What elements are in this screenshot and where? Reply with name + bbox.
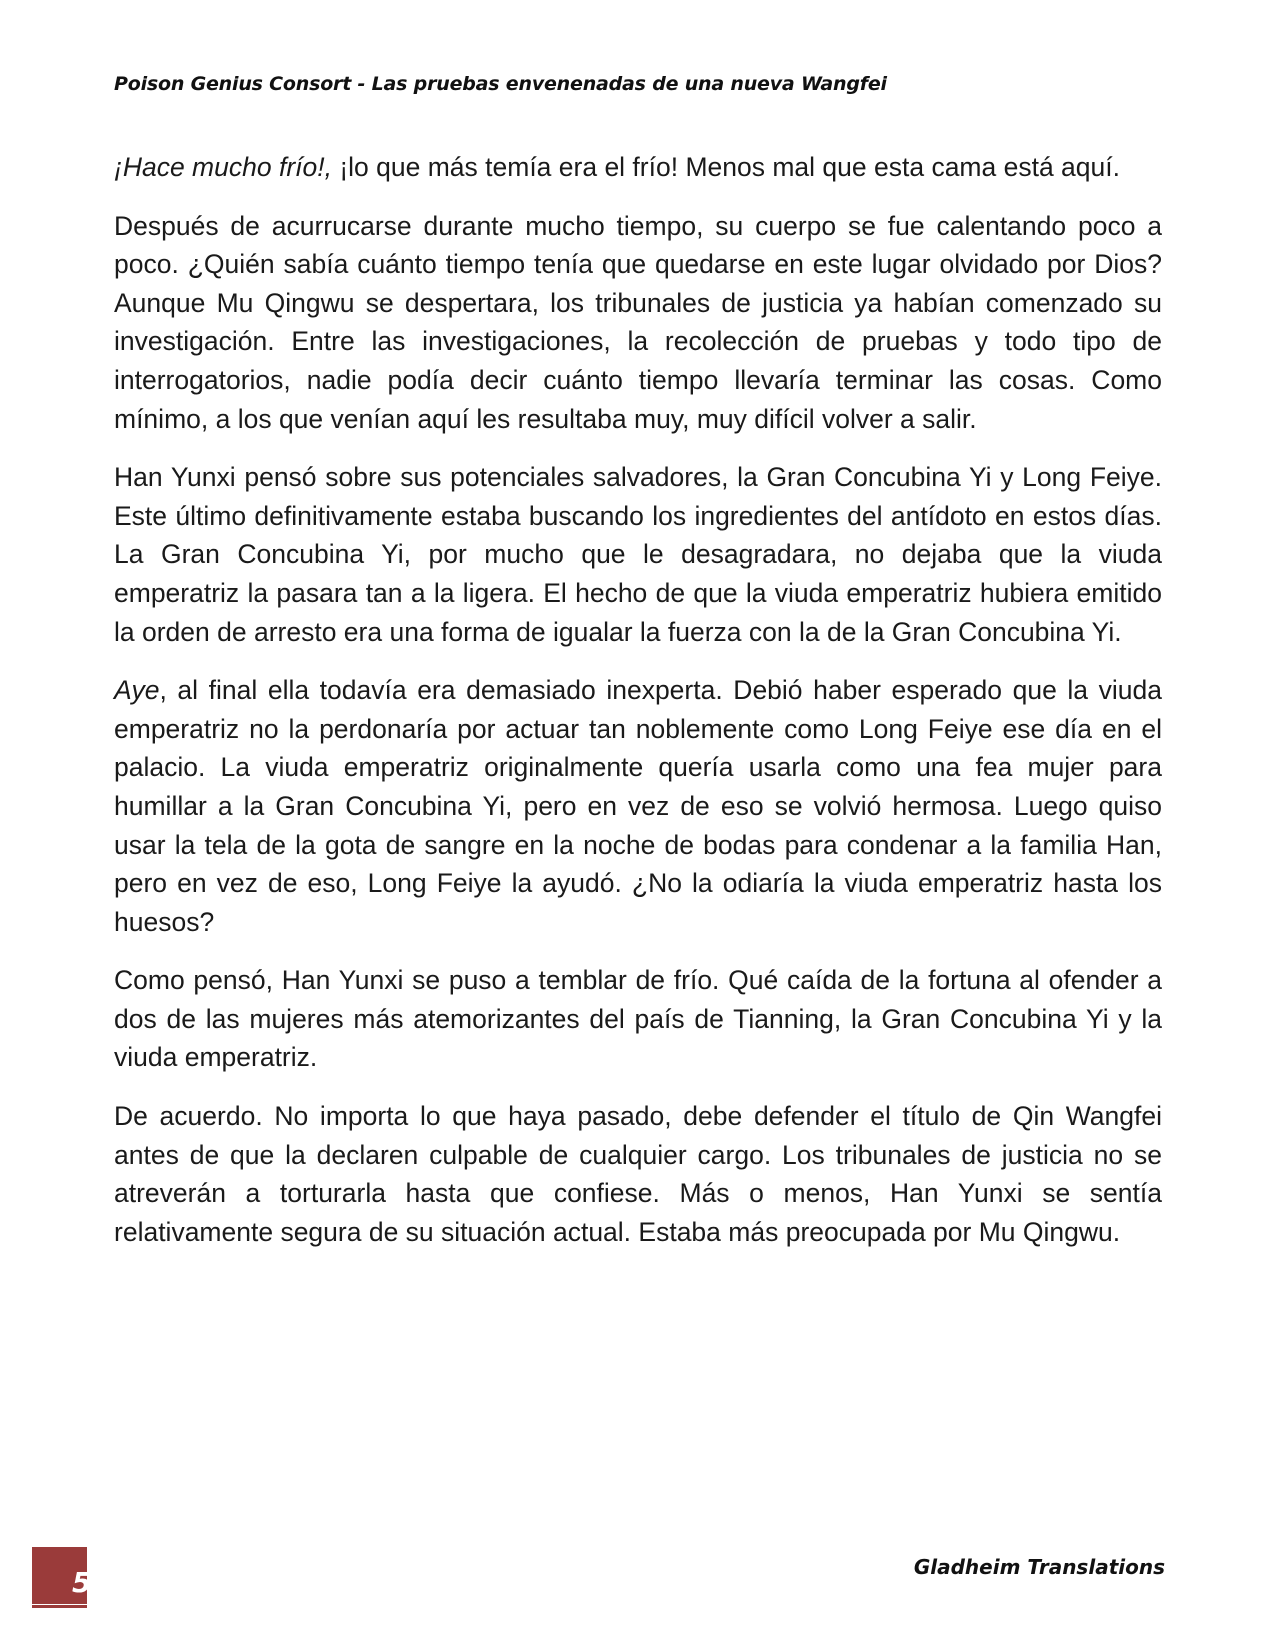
body-text — [114, 148, 1162, 1271]
paragraph-4-italic: Aye — [114, 675, 160, 706]
page-number: 5 — [72, 1566, 92, 1599]
footer-credit: Gladheim Translations — [913, 1555, 1165, 1579]
paragraph-5: Como pensó, Han Yunxi se puso a temblar de frío. Qué caída de la fortuna al ofender a dos de las mujeres más atemorizantes del país de Tianning, la Gran Concubina Yi y la viuda emperatriz. — [114, 965, 1162, 1073]
paragraph-3: Han Yunxi pensó sobre sus potenciales salvadores, la Gran Concubina Yi y Long Feiye. Este último definitivamente estaba buscando los ingredientes del antídoto en estos días. La Gran Concubina Yi, por mucho que le desagradara, no dejaba que la viuda emperatriz la pasara tan a la ligera. El hecho de que la viuda emperatriz hubiera emitido la orden de arresto era una forma de igualar la fuerza con la de la Gran Concubina Yi. — [114, 462, 1162, 647]
paragraph-1-italic: ¡Hace mucho frío!, — [114, 152, 332, 182]
paragraph-1-text: ¡lo que más temía era el frío! Menos mal que esta cama está aquí. — [331, 152, 1120, 182]
paragraph-6: De acuerdo. No importa lo que haya pasado, debe defender el título de Qin Wangfei antes de que la declaren culpable de cualquier cargo. Los tribunales de justicia no se atreverán a torturarla hasta que confiese. Más o menos, Han Yunxi se sentía relativamente segura de su situación actual. Estaba más preocupada por Mu Qingwu. — [114, 1101, 1162, 1247]
paragraph-2: Después de acurrucarse durante mucho tiempo, su cuerpo se fue calentando poco a poco. ¿Quién sabía cuánto tiempo tenía que quedarse en este lugar olvidado por Dios? Aunque Mu Qingwu se despertara, los tribunales de justicia ya habían comenzado su investigación. Entre las investigaciones, la recolección de pruebas y todo tipo de interrogatorios, nadie podía decir cuánto tiempo llevaría terminar las cosas. Como mínimo, a los que venían aquí les resultaba muy, muy difícil volver a salir. — [114, 210, 1162, 434]
paragraph-1 — [114, 148, 1162, 187]
page-header-title: Poison Genius Consort - Las pruebas envenenadas de una nueva Wangfei — [114, 73, 887, 95]
paragraph-4 — [114, 671, 1162, 941]
paragraph-4-text: , al final ella todavía era demasiado inexperta. Debió haber esperado que la viuda emperatriz no la perdonaría por actuar tan noblemente como Long Feiye ese día en el palacio. La viuda emperatriz originalmente quería usarla como una fea mujer para humillar a la Gran Concubina Yi, pero en vez de eso se volvió hermosa. Luego quiso usar la tela de la gota de sangre en la noche de bodas para condenar a la familia Han, pero en vez de eso, Long Feiye la ayudó. ¿No la odiaría la viuda emperatriz hasta los huesos? — [114, 675, 1162, 937]
page-number-underline — [32, 1605, 87, 1608]
